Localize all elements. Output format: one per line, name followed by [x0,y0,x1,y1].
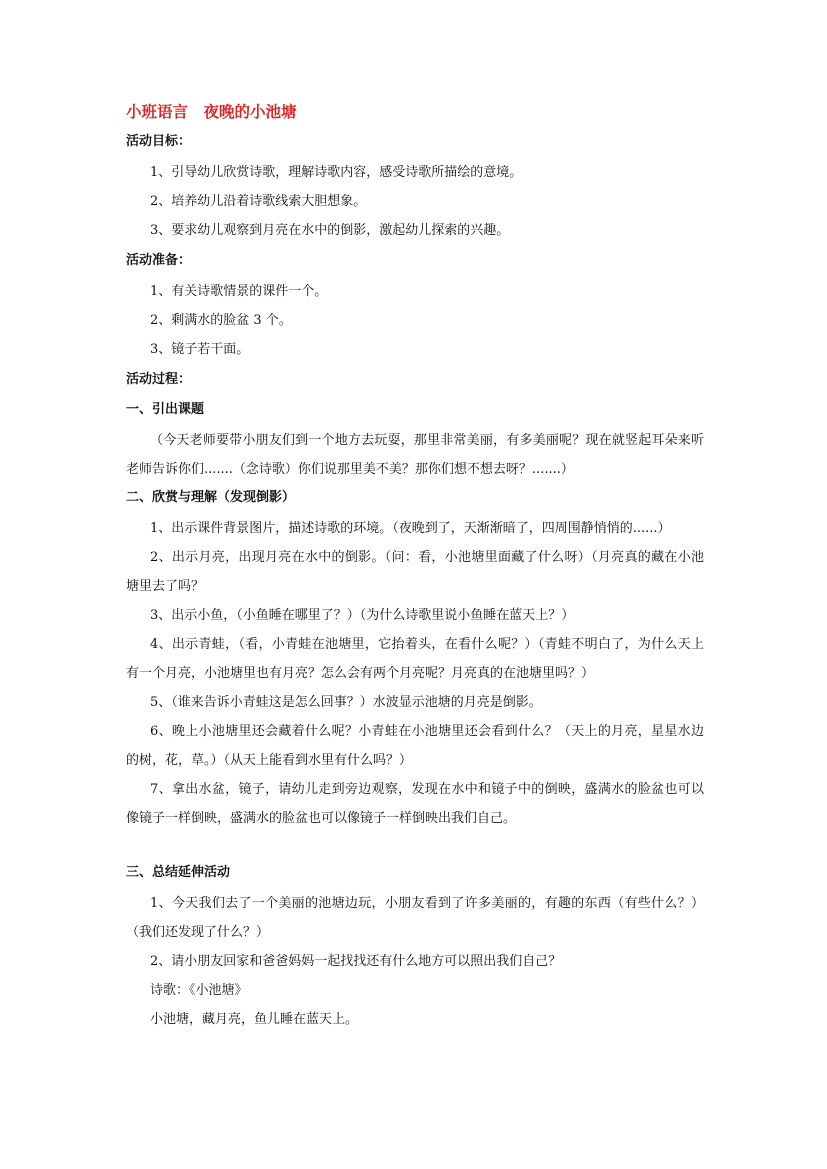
poem-title: 诗歌：《小池塘》 [150,983,248,998]
part3-item: 2、请小朋友回家和爸爸妈妈一起找找还有什么地方可以照出我们自己？ [150,954,562,969]
part2-item: 5、（谁来告诉小青蛙这是怎么回事？）水波显示池塘的月亮是倒影。 [150,695,542,710]
part2-item: 7、拿出水盆，镜子，请幼儿走到旁边观察，发现在水中和镜子中的倒映，盛满水的脸盆也可以像镜子一样倒映，盛满水的脸盆也可以像镜子一样倒映出我们自己。 [126,782,704,826]
part1-text: （今天老师要带小朋友们到一个地方去玩耍，那里非常美丽，有多美丽呢？现在就竖起耳朵来听老师告诉你们.......（念诗歌）你们说那里美不美？那你们想不想去呀？.......） [126,433,704,477]
preparation-item: 3、镜子若干面。 [150,342,250,357]
preparation-item: 1、有关诗歌情景的课件一个。 [150,284,328,299]
goals-heading: 活动目标： [126,134,192,149]
part2-item: 6、晚上小池塘里还会藏着什么呢？小青蛙在小池塘里还会看到什么？（天上的月亮，星星水边的树，花，草。）（从天上能看到水里有什么吗？） [126,724,704,768]
document-title: 小班语言 夜晚的小池塘 [126,103,297,121]
goal-item: 1、引导幼儿欣赏诗歌，理解诗歌内容，感受诗歌所描绘的意境。 [150,165,523,180]
part3-heading: 三、总结延伸活动 [126,865,231,880]
goal-item: 3、要求幼儿观察到月亮在水中的倒影，激起幼儿探索的兴趣。 [150,223,510,238]
document-page [126,100,704,1034]
goal-item: 2、培养幼儿沿着诗歌线索大胆想象。 [150,194,367,209]
process-heading: 活动过程： [126,372,192,387]
part1-heading: 一、引出课题 [126,402,205,417]
part2-item: 2、出示月亮，出现月亮在水中的倒影。（问：看，小池塘里面藏了什么呀）（月亮真的藏在小池塘里去了吗？ [126,550,704,594]
part2-item: 1、出示课件背景图片，描述诗歌的环境。（夜晚到了，天渐渐暗了，四周围静悄悄的......） [150,521,671,536]
blank-line [126,833,704,859]
preparation-heading: 活动准备： [126,253,192,268]
poem-line: 小池塘，藏月亮，鱼儿睡在蓝天上。 [150,1012,359,1027]
part2-item: 3、出示小鱼，（小鱼睡在哪里了？）（为什么诗歌里说小鱼睡在蓝天上？） [150,608,575,623]
part2-item: 4、出示青蛙，（看，小青蛙在池塘里，它抬着头，在看什么呢？）（青蛙不明白了，为什么天上有一个月亮，小池塘里也有月亮？怎么会有两个月亮呢？月亮真的在池塘里吗？） [126,637,704,681]
part2-heading: 二、欣赏与理解（发现倒影） [126,490,296,505]
part3-item: 1、今天我们去了一个美丽的池塘边玩，小朋友看到了许多美丽的，有趣的东西（有些什么？）（我们还发现了什么？） [126,896,704,940]
preparation-item: 2、剩满水的脸盆 3 个。 [150,313,292,328]
